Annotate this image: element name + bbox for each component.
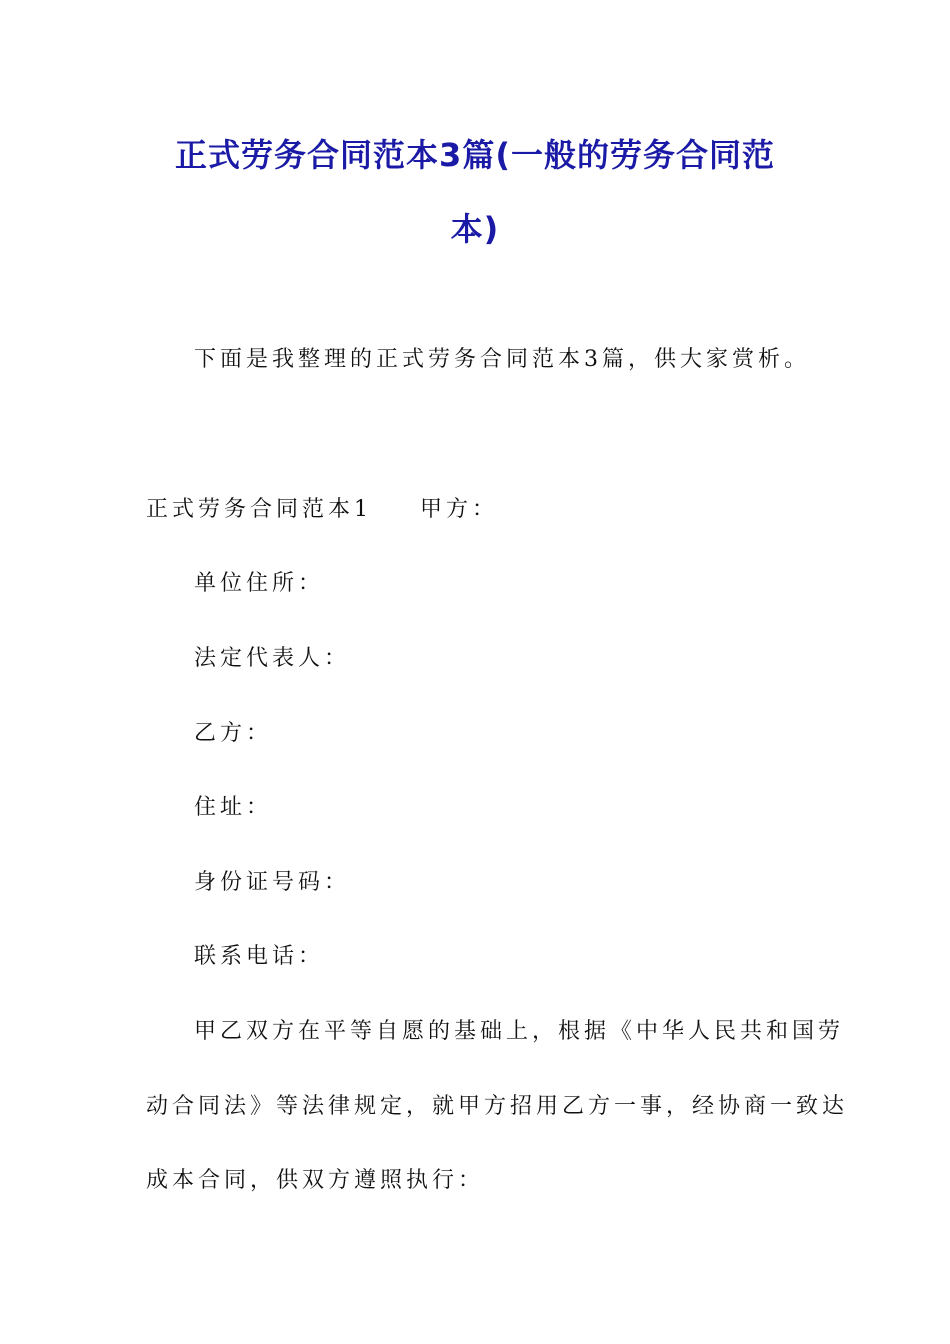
paragraph-1-line-1: 甲乙双方在平等自愿的基础上，根据《中华人民共和国劳 [194,1019,845,1044]
legal-rep-label: 法定代表人： [194,646,351,671]
title-line-1: 正式劳务合同范本3篇(一般的劳务合同范 [175,136,775,174]
party-b-label: 乙方： [194,721,273,746]
section-heading: 正式劳务合同范本1 [146,497,372,522]
paragraph-1-line-2: 动合同法》等法律规定，就甲方招用乙方一事，经协商一致达 [146,1094,849,1119]
address-label: 住址： [194,795,273,820]
section-heading-row [146,495,498,525]
party-a-label: 甲方： [420,497,499,522]
id-number-label: 身份证号码： [194,870,351,895]
paragraph-1-line-3: 成本合同，供双方遵照执行： [146,1168,485,1193]
title-line-2: 本) [450,210,500,248]
phone-label: 联系电话： [194,944,325,969]
document-title [145,118,805,266]
intro-paragraph: 下面是我整理的正式劳务合同范本3篇，供大家赏析。 [194,347,810,372]
unit-address-label: 单位住所： [194,571,325,596]
